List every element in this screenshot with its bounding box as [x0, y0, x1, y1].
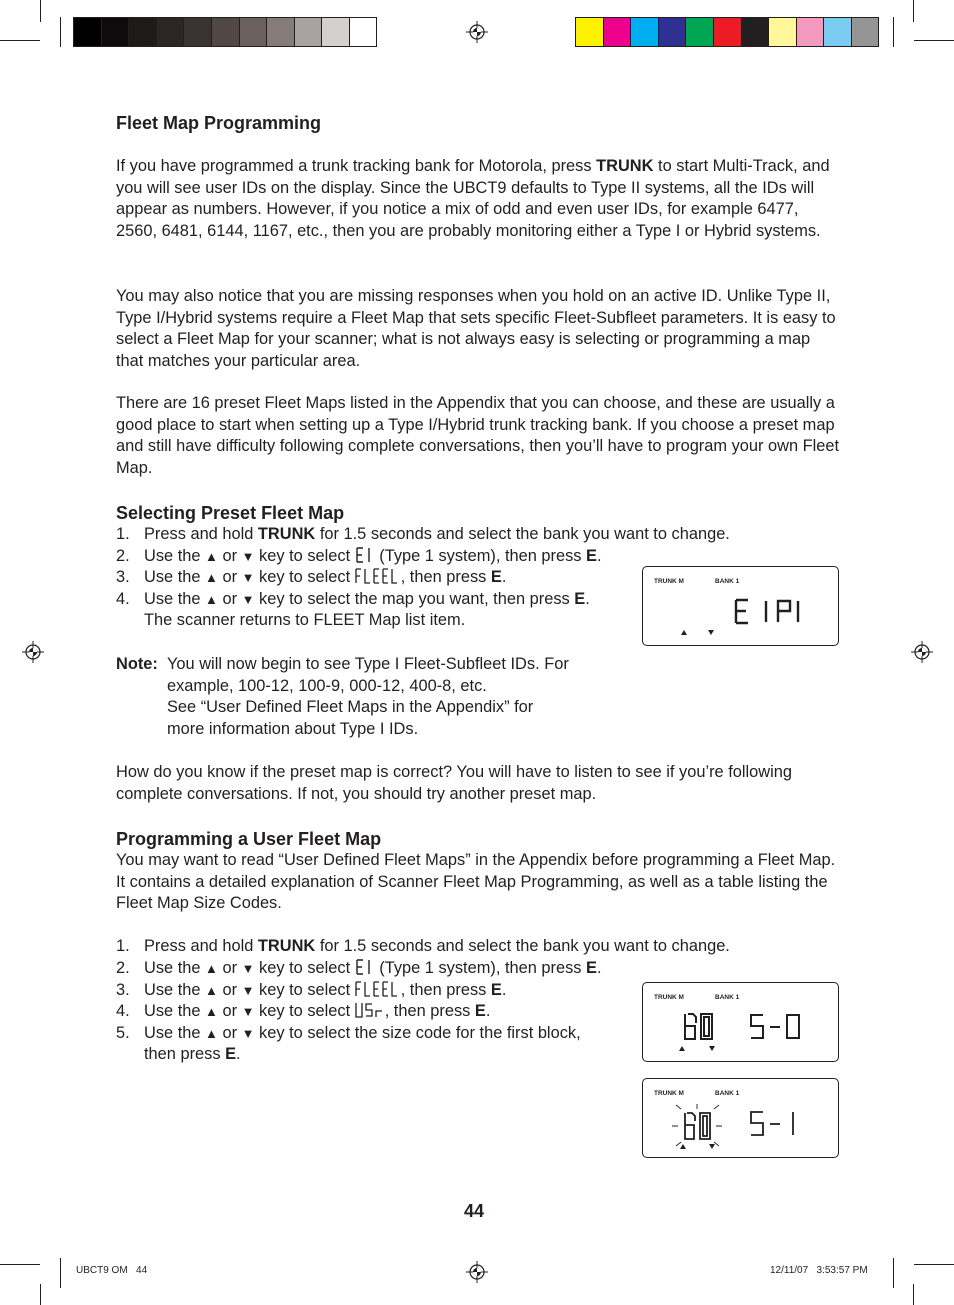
- lcd-bank-label: BANK 1: [715, 1090, 740, 1097]
- page-number: 44: [464, 1201, 485, 1221]
- list-item: 3. Use the ▲ or ▼ key to select , then press E.: [116, 981, 507, 999]
- paragraph-text: to start Multi-Track, and you will see user IDs on the display. Since the UBCT9 defaults to Type II systems, all the IDs will appear as numbers. However, if you notice a mix of odd and even user IDs, for example 6477, 2560, 6481, 6144, 1167, etc., then you are probably monitoring either a Type I or Hybrid systems.: [116, 157, 830, 241]
- footer-timestamp: 12/11/07 3:53:57 PM: [770, 1265, 868, 1276]
- registration-mark-icon: [911, 641, 933, 663]
- section-title: Fleet Map Programming: [116, 113, 322, 133]
- list-item-continuation: then press E.: [144, 1045, 241, 1063]
- crop-mark: [913, 1284, 914, 1305]
- grayscale-color-bar: [73, 17, 377, 47]
- fleet-lcd-glyph-icon: [355, 981, 401, 997]
- down-arrow-icon: ▼: [241, 570, 255, 585]
- registration-mark-icon: [22, 641, 44, 663]
- down-arrow-icon: ▼: [241, 549, 255, 564]
- list-item: 2. Use the ▲ or ▼ key to select (Type 1 system), then press E.: [116, 547, 602, 565]
- note-text: example, 100-12, 100-9, 000-12, 400-8, etc.: [167, 677, 487, 695]
- trunk-key-label: TRUNK: [596, 157, 654, 175]
- crop-mark: [893, 1258, 894, 1288]
- paragraph: [116, 156, 841, 243]
- color-swatch: [603, 17, 631, 47]
- lcd-display: [642, 566, 839, 646]
- color-swatch: [156, 17, 184, 47]
- color-swatch: [266, 17, 294, 47]
- color-swatch: [713, 17, 741, 47]
- paragraph: You may also notice that you are missing responses when you hold on an active ID. Unlike Type II, Type I/Hybrid systems require a Fleet Map that sets specific Fleet-Subfleet parameters. It is easy to select a Fleet Map for your scanner; what is not always easy is selecting or programming a map that matches your particular area.: [116, 287, 836, 371]
- crop-mark: [40, 0, 41, 22]
- lcd-display: [642, 982, 839, 1062]
- up-arrow-icon: ▲: [205, 983, 218, 998]
- color-swatch: [575, 17, 603, 47]
- section-title: Selecting Preset Fleet Map: [116, 503, 345, 523]
- crop-mark: [0, 40, 40, 41]
- list-item: 5. Use the ▲ or ▼ key to select the size code for the first block,: [116, 1024, 581, 1042]
- e1-lcd-glyph-icon: [355, 959, 375, 975]
- fleet-lcd-glyph-icon: [355, 568, 401, 584]
- down-arrow-icon: ▼: [241, 1026, 255, 1041]
- crop-mark: [914, 40, 954, 41]
- color-swatch: [321, 17, 349, 47]
- crop-mark: [913, 0, 914, 22]
- up-arrow-icon: ▲: [205, 570, 218, 585]
- up-arrow-icon: ▲: [205, 961, 218, 976]
- list-item: 2. Use the ▲ or ▼ key to select (Type 1 system), then press E.: [116, 959, 602, 977]
- crop-mark: [60, 1258, 61, 1288]
- paragraph: There are 16 preset Fleet Maps listed in the Appendix that you can choose, and these are usually a good place to start when setting up a Type I/Hybrid trunk tracking bank. If you choose a preset map and still have difficulty following complete conversations, then you’ll have to program your own Fleet Map.: [116, 394, 840, 478]
- list-item: 4. Use the ▲ or ▼ key to select , then press E.: [116, 1002, 491, 1020]
- color-swatch: [183, 17, 211, 47]
- color-swatch: [768, 17, 796, 47]
- color-swatch: [294, 17, 322, 47]
- crop-mark: [0, 1264, 40, 1265]
- list-item: 3. Use the ▲ or ▼ key to select , then press E.: [116, 568, 507, 586]
- color-swatch: [796, 17, 824, 47]
- lcd-segments: [643, 1079, 840, 1159]
- note-text: See “User Defined Fleet Maps in the Appendix” for: [167, 698, 534, 716]
- list-item: 1. Press and hold TRUNK for 1.5 seconds and select the bank you want to change.: [116, 525, 730, 543]
- up-arrow-icon: ▲: [205, 1026, 218, 1041]
- up-arrow-icon: ▲: [205, 1004, 218, 1019]
- note-text: more information about Type I IDs.: [167, 720, 419, 738]
- registration-mark-icon: [466, 1261, 488, 1283]
- paragraph: How do you know if the preset map is correct? You will have to listen to see if you’re following complete conversations. If not, you should try another preset map.: [116, 763, 793, 803]
- color-swatch: [658, 17, 686, 47]
- footer-file-label: UBCT9 OM 44: [76, 1265, 148, 1276]
- paragraph-text: If you have programmed a trunk tracking bank for Motorola, press: [116, 157, 597, 175]
- lcd-trunk-label: TRUNK M: [654, 578, 684, 585]
- color-swatch: [851, 17, 879, 47]
- list-item: 1. Press and hold TRUNK for 1.5 seconds and select the bank you want to change.: [116, 937, 730, 955]
- process-color-bar: [575, 17, 879, 47]
- down-arrow-icon: ▼: [241, 592, 255, 607]
- color-swatch: [685, 17, 713, 47]
- usr-lcd-glyph-icon: [355, 1002, 385, 1018]
- lcd-segments: [643, 567, 840, 647]
- crop-mark: [914, 1264, 954, 1265]
- up-arrow-icon: ▲: [205, 592, 218, 607]
- color-swatch: [741, 17, 769, 47]
- color-swatch: [73, 17, 101, 47]
- color-swatch: [349, 17, 377, 47]
- color-swatch: [239, 17, 267, 47]
- lcd-display: [642, 1078, 839, 1158]
- color-swatch: [823, 17, 851, 47]
- e1-lcd-glyph-icon: [355, 547, 375, 563]
- down-arrow-icon: ▼: [241, 983, 255, 998]
- color-swatch: [101, 17, 129, 47]
- list-item-continuation: The scanner returns to FLEET Map list item.: [144, 611, 466, 629]
- crop-mark: [60, 17, 61, 47]
- color-swatch: [211, 17, 239, 47]
- list-item: 4. Use the ▲ or ▼ key to select the map you want, then press E.: [116, 590, 590, 608]
- crop-mark: [893, 17, 894, 47]
- color-swatch: [128, 17, 156, 47]
- registration-mark-icon: [466, 21, 488, 43]
- lcd-segments: [643, 983, 840, 1063]
- down-arrow-icon: ▼: [241, 961, 255, 976]
- lcd-bank-label: BANK 1: [715, 578, 740, 585]
- lcd-trunk-label: TRUNK M: [654, 994, 684, 1001]
- section-title: Programming a User Fleet Map: [116, 829, 382, 849]
- crop-mark: [40, 1284, 41, 1305]
- lcd-bank-label: BANK 1: [715, 994, 740, 1001]
- note-text: You will now begin to see Type I Fleet-Subfleet IDs. For: [167, 655, 569, 673]
- paragraph: You may want to read “User Defined Fleet Maps” in the Appendix before programming a Fleet Map. It contains a detailed explanation of Scanner Fleet Map Programming, as well as a table listing the Fleet Map Size Codes.: [116, 851, 836, 913]
- lcd-trunk-label: TRUNK M: [654, 1090, 684, 1097]
- up-arrow-icon: ▲: [205, 549, 218, 564]
- color-swatch: [630, 17, 658, 47]
- down-arrow-icon: ▼: [241, 1004, 255, 1019]
- note-label: Note:: [116, 655, 158, 673]
